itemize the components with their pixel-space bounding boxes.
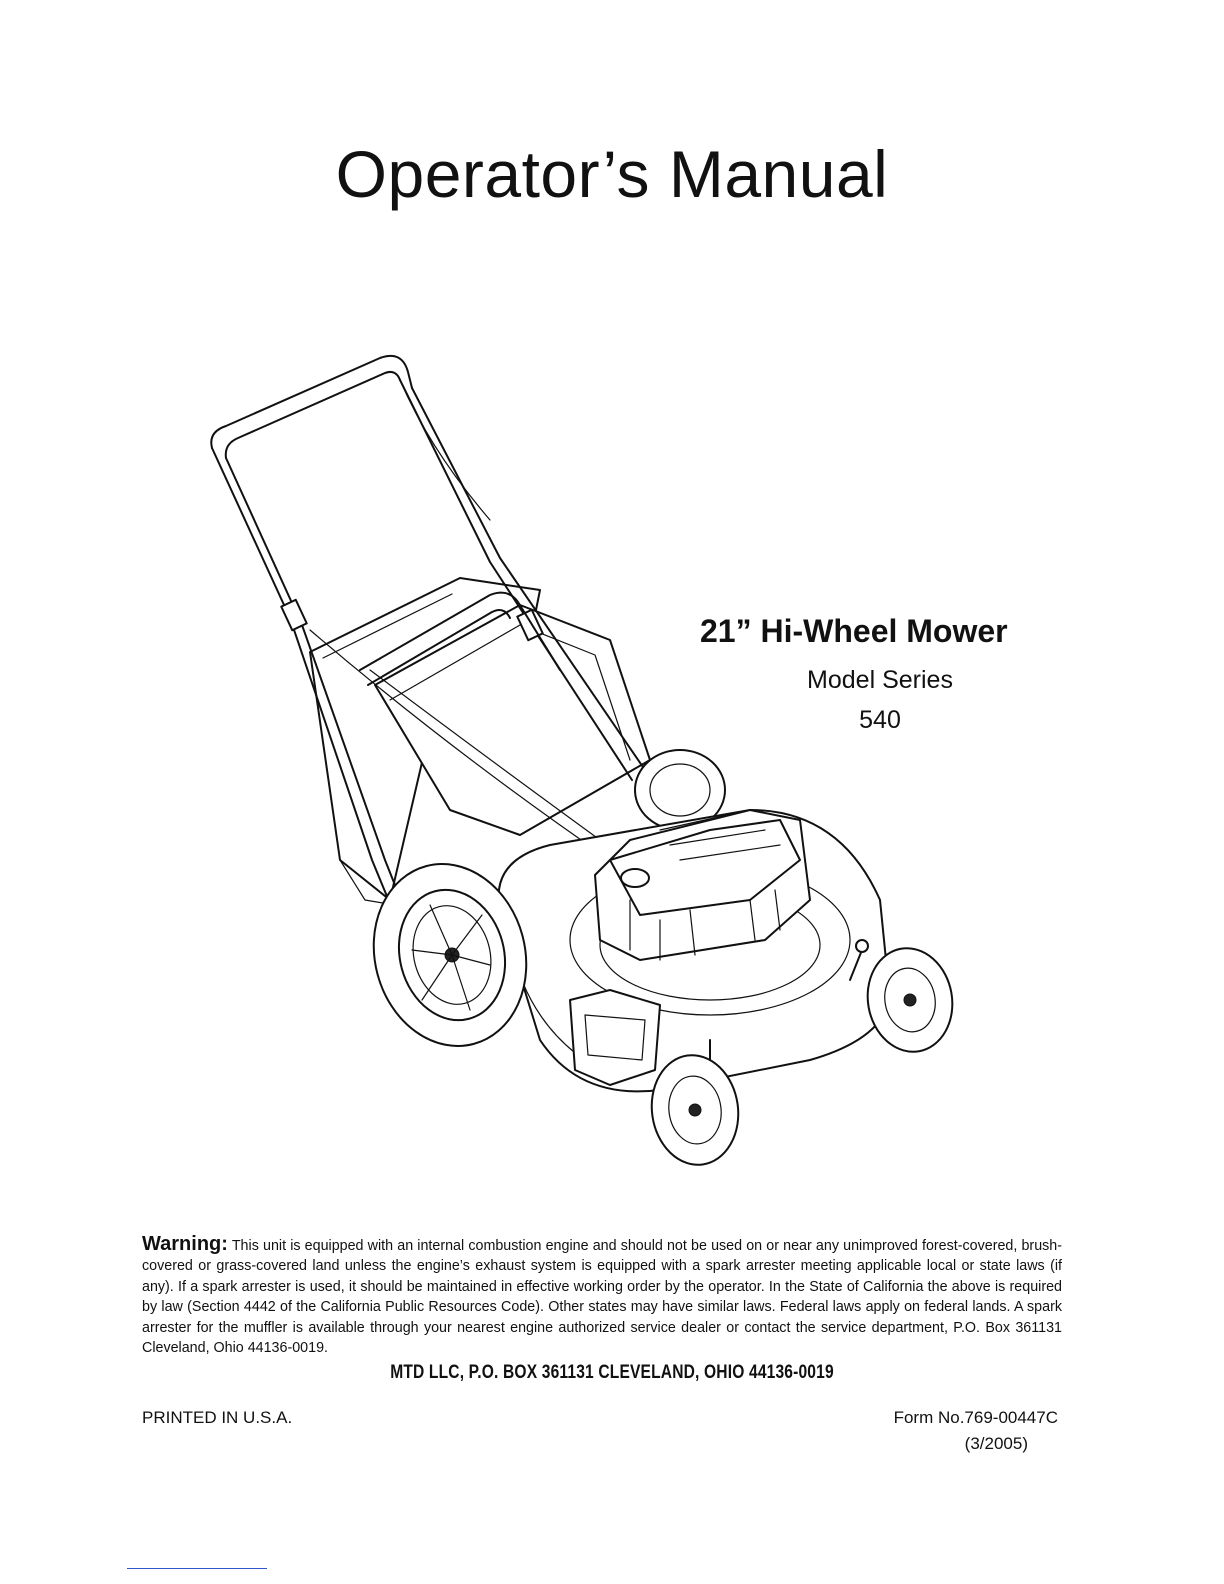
form-date: (3/2005) [964,1434,1028,1453]
footer-rule [127,1568,267,1569]
model-series-label: Model Series [807,666,953,694]
company-address: MTD LLC, P.O. BOX 361131 CLEVELAND, OHIO 44136-0019 [390,1362,834,1383]
manual-title: Operator’s Manual [335,137,889,211]
printed-in: PRINTED IN U.S.A. [142,1408,293,1427]
warning-label: Warning: [142,1233,228,1255]
warning-paragraph [142,1234,1062,1358]
form-number: Form No.769-00447C [893,1408,1058,1427]
lawn-mower-illustration [190,340,980,1180]
model-series-number: 540 [859,706,901,734]
warning-text: This unit is equipped with an internal combustion engine and should not be used on or near any unimproved forest-covered, brush-covered or grass-covered land unless the engine’s exhaust system is equipped with a spark arrester meeting applicable local or state laws (if any). If a spark arrester is used, it should be maintained in effective working order by the operator. In the State of California the above is required by law (Section 4442 of the California Public Resources Code). Other states may have similar laws. Federal laws apply on federal lands. A spark arrester for the muffler is available through your nearest engine authorized service dealer or contact the service department, P.O. Box 361131 Cleveland, Ohio 44136-0019. [142,1238,1063,1357]
product-title: 21” Hi-Wheel Mower [700,613,1008,649]
